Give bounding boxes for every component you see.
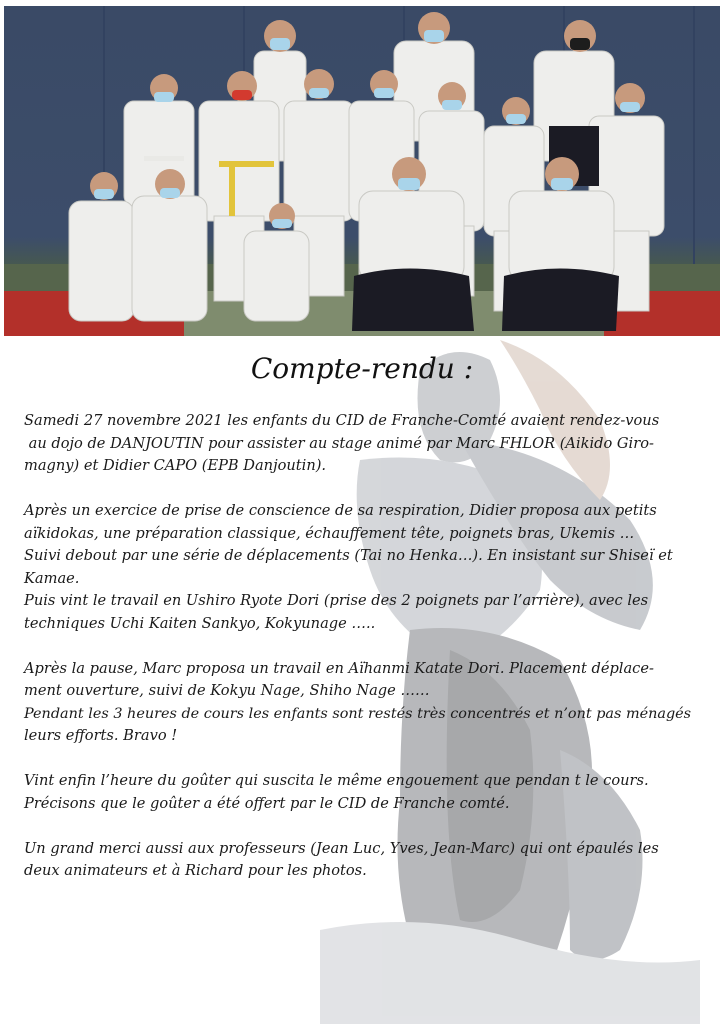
report-title: Compte-rendu : [250,352,474,385]
paragraph-line: Pendant les 3 heures de cours les enfants sont restés très concentrés et n’ont pas ménagés [24,705,692,722]
paragraph-1 [24,410,694,478]
paragraph-5 [24,838,694,883]
paragraph-line: ment ouverture, suivi de Kokyu Nage, Shiho Nage …… [24,682,430,699]
group-photo-illustration [4,6,720,336]
paragraph-line: Après la pause, Marc proposa un travail en Aïhanmi Katate Dori. Placement déplace- [24,659,654,677]
paragraph-line: Un grand merci aussi aux professeurs (Jean Luc, Yves, Jean-Marc) qui ont épaulés les [24,839,659,857]
paragraph-line: Précisons que le goûter a été offert par le CID de Franche comté. [24,794,510,812]
paragraph-line: Kamae. [24,569,80,587]
paragraph-2 [24,500,694,635]
paragraph-line: au dojo de DANJOUTIN pour assister au stage animé par Marc FHLOR (Aikido Giro- [24,434,654,452]
report-body [24,410,694,905]
paragraph-line: leurs efforts. Bravo ! [24,727,178,744]
group-photo [4,6,720,336]
paragraph-line: magny) et Didier CAPO (EPB Danjoutin). [24,457,327,474]
paragraph-line: Suivi debout par une série de déplacements (Tai no Henka…). En insistant sur Shiseï et [24,547,673,564]
paragraph-line: Puis vint le travail en Ushiro Ryote Dori (prise des 2 poignets par l’arrière), avec les [24,592,649,609]
paragraph-line: Après un exercice de prise de conscience de sa respiration, Didier proposa aux petits [24,502,657,519]
paragraph-4 [24,770,694,815]
paragraph-line: aïkidokas, une préparation classique, échauffement tête, poignets bras, Ukemis … [24,524,635,542]
paragraph-line: Samedi 27 novembre 2021 les enfants du CID de Franche-Comté avaient rendez-vous [24,412,660,429]
paragraph-line: Vint enfin l’heure du goûter qui suscita le même engouement que pendan t le cours. [24,772,649,789]
paragraph-line: deux animateurs et à Richard pour les photos. [24,862,367,879]
paragraph-line: techniques Uchi Kaiten Sankyo, Kokyunage ….. [24,614,376,632]
paragraph-3 [24,658,694,748]
